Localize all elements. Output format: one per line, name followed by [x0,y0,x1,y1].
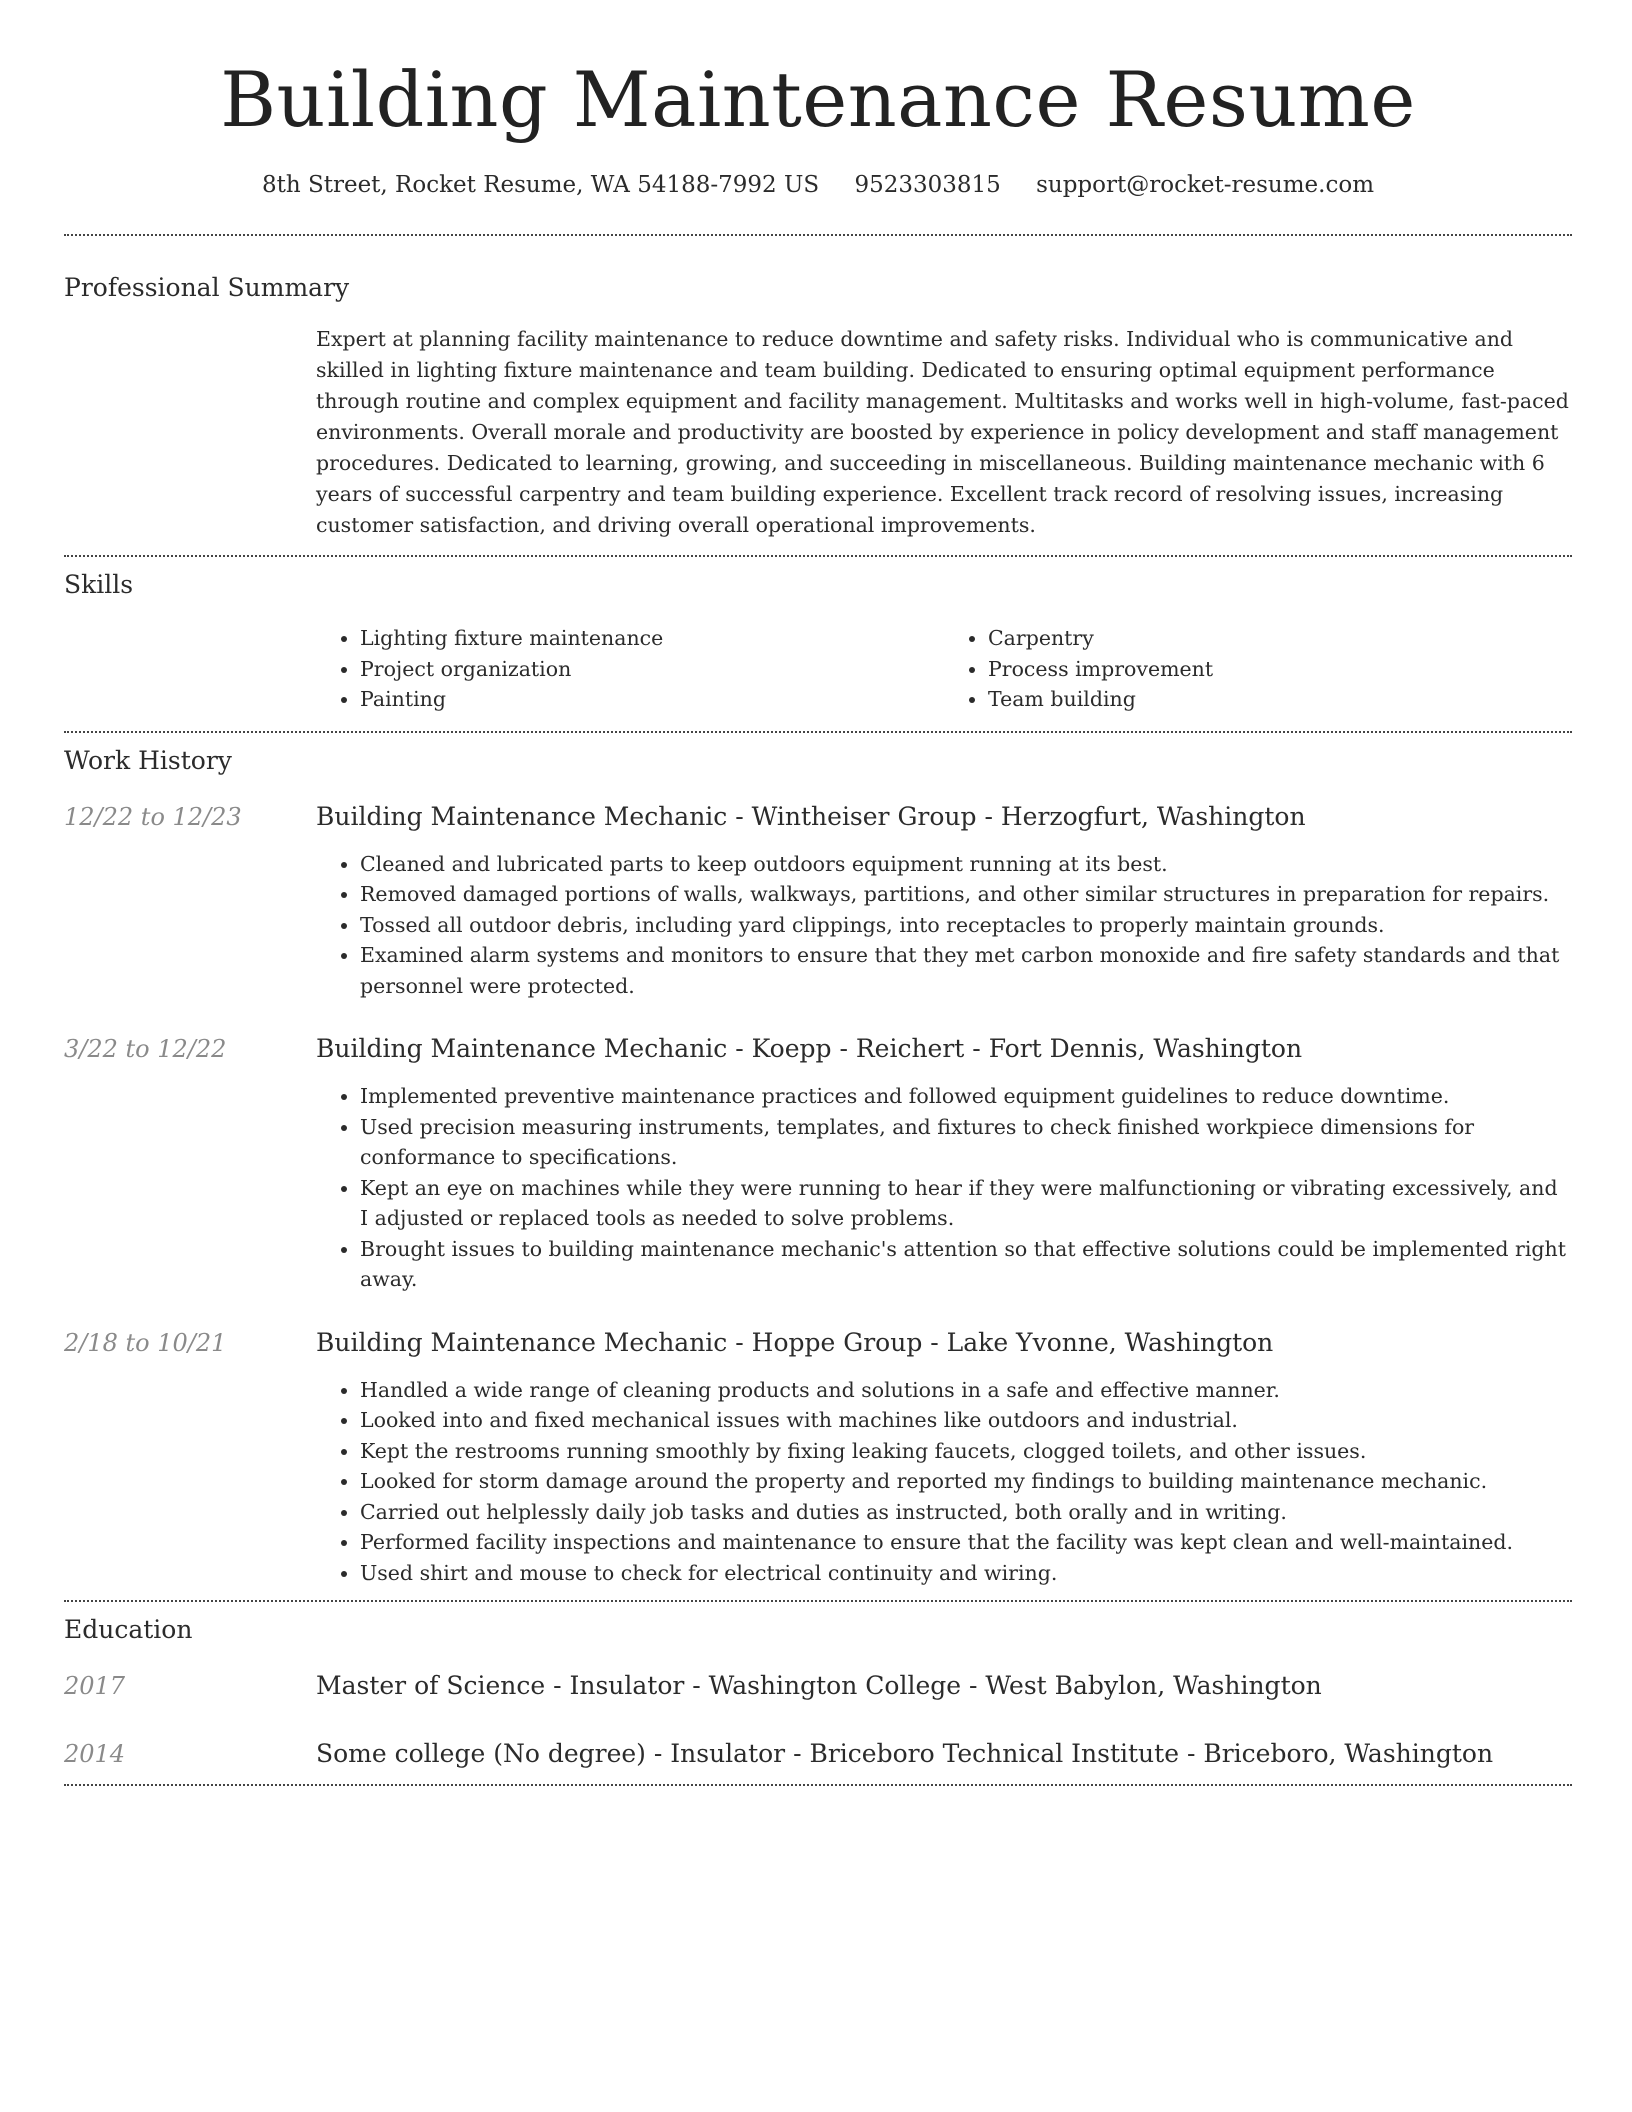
job-bullet: • Tossed all outdoor debris, including yard clippings, into receptacles to properly maintain grounds. [360,910,1572,941]
job-bullet: • Kept an eye on machines while they were running to hear if they were malfunctioning or vibrating excessively, and I adjusted or replaced tools as needed to solve problems. [360,1173,1572,1234]
skills-section [64,557,1572,731]
job-dates: 3/22 to 12/22 [64,1035,227,1063]
education-year: 2017 [64,1672,126,1700]
skill-item: • Painting [360,684,944,715]
skill-item: • Team building [988,684,1572,715]
job-bullet: • Used shirt and mouse to check for electrical continuity and wiring. [360,1558,1572,1589]
job-bullet: • Used precision measuring instruments, templates, and fixtures to check finished workpiece dimensions for conformance to specifications. [360,1112,1572,1173]
education-heading: Education [64,1615,193,1644]
job-bullet: • Carried out helplessly daily job tasks and duties as instructed, both orally and in writing. [360,1497,1572,1528]
job-entry [64,801,1572,1002]
education-section [64,1602,1572,1784]
work-history-heading: Work History [64,745,232,775]
summary-heading: Professional Summary [64,273,350,302]
skill-item: • Lighting fixture maintenance [360,623,944,654]
work-history-section [64,733,1572,1601]
job-bullet: • Examined alarm systems and monitors to ensure that they met carbon monoxide and fire safety standards and that personnel were protected. [360,940,1572,1001]
job-bullet: • Performed facility inspections and maintenance to ensure that the facility was kept clean and well-maintained. [360,1527,1572,1558]
education-heading-line: Master of Science - Insulator - Washington College - West Babylon, Washington [316,1671,1322,1700]
skills-list-right [944,623,1572,715]
education-entry [64,1738,1572,1770]
education-heading-line: Some college (No degree) - Insulator - Briceboro Technical Institute - Briceboro, Washington [316,1739,1494,1768]
skills-list-left [316,623,944,715]
job-heading: Building Maintenance Mechanic - Koepp - Reichert - Fort Dennis, Washington [316,1034,1303,1063]
job-bullets [316,849,1572,1002]
summary-section [64,236,1572,555]
contact-email: support@rocket-resume.com [1036,172,1375,198]
job-bullet: • Kept the restrooms running smoothly by fixing leaking faucets, clogged toilets, and other issues. [360,1436,1572,1467]
job-bullet: • Removed damaged portions of walls, walkways, partitions, and other similar structures in preparation for repairs. [360,879,1572,910]
section-divider [64,1784,1572,1786]
skill-item: • Carpentry [988,623,1572,654]
job-bullets [316,1375,1572,1589]
contact-address: 8th Street, Rocket Resume, WA 54188-7992 US [261,172,820,198]
resume-title: Building Maintenance Resume [220,55,1416,144]
job-dates: 2/18 to 10/21 [64,1328,227,1357]
skills-heading: Skills [64,570,134,599]
job-entry [64,1327,1572,1589]
job-bullet: • Handled a wide range of cleaning products and solutions in a safe and effective manner. [360,1375,1572,1406]
skill-item: • Process improvement [988,654,1572,685]
job-bullet: • Cleaned and lubricated parts to keep outdoors equipment running at its best. [360,849,1572,880]
resume-page [64,0,1572,1786]
summary-text: Expert at planning facility maintenance to reduce downtime and safety risks. Individual who is communicative and skilled in lighting fixture maintenance and team building. Dedicated to ensuring optimal equipment performance through routine and complex equipment and facility management. Multitasks and works well in high-volume, fast-paced environments. Overall morale and productivity are boosted by experience in policy development and staff management procedures. Dedicated to learning, growing, and succeeding in miscellaneous. Building maintenance mechanic with 6 years of successful carpentry and team building experience. Excellent track record of resolving issues, increasing customer satisfaction, and driving overall operational improvements. [316,327,1569,537]
job-bullet: • Looked for storm damage around the property and reported my findings to building maintenance mechanic. [360,1466,1572,1497]
job-entry [64,1033,1572,1295]
job-bullet: • Looked into and fixed mechanical issues with machines like outdoors and industrial. [360,1405,1572,1436]
skill-item: • Project organization [360,654,944,685]
job-dates: 12/22 to 12/23 [64,802,242,831]
job-bullet: • Implemented preventive maintenance practices and followed equipment guidelines to reduce downtime. [360,1081,1572,1112]
job-heading: Building Maintenance Mechanic - Hoppe Group - Lake Yvonne, Washington [316,1327,1274,1357]
job-heading: Building Maintenance Mechanic - Wintheiser Group - Herzogfurt, Washington [316,801,1306,831]
education-year: 2014 [64,1740,126,1768]
job-bullets [316,1081,1572,1295]
education-entry [64,1670,1572,1702]
contact-line [64,170,1572,200]
contact-phone: 9523303815 [854,172,1001,198]
job-bullet: • Brought issues to building maintenance mechanic's attention so that effective solutions could be implemented right away. [360,1234,1572,1295]
